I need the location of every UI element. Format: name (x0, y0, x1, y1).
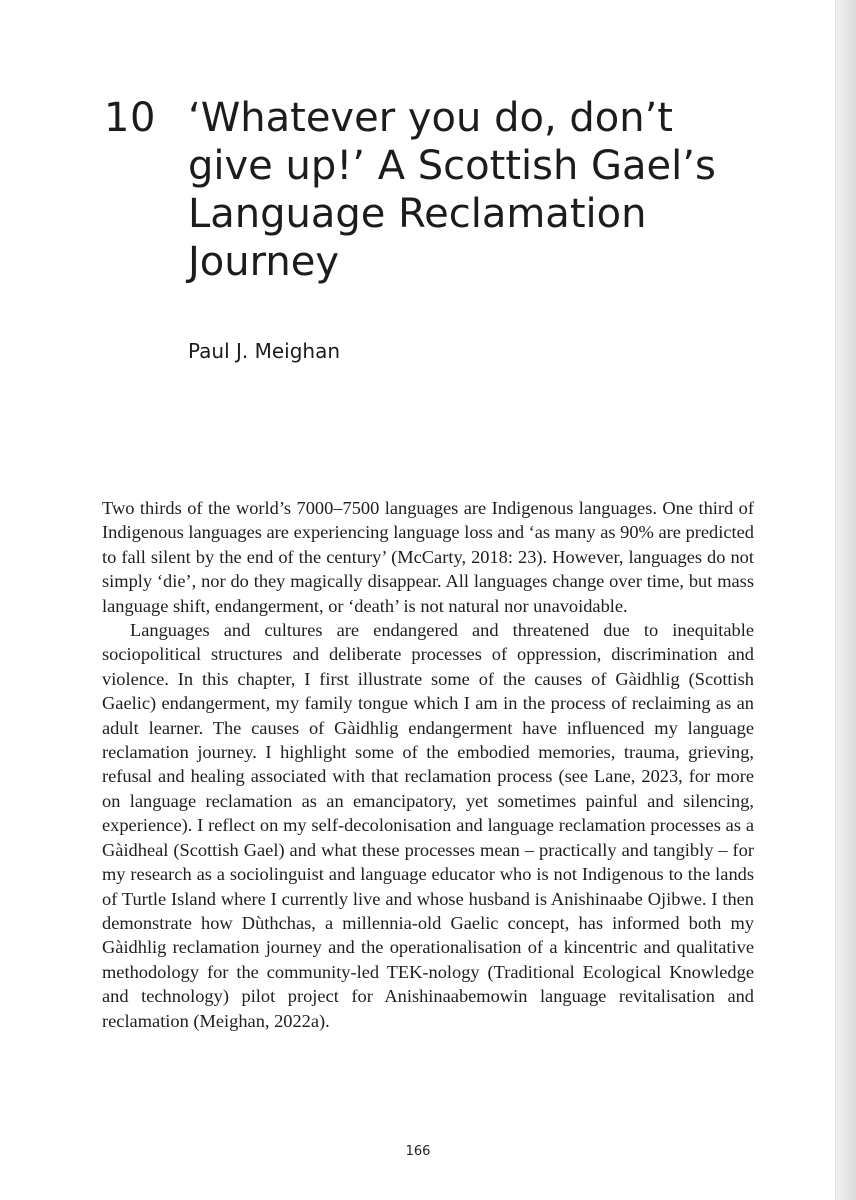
paragraph-2: Languages and cultures are endangered and threatened due to inequitable sociopolitical structures and deliberate processes of oppression, discrimination and violence. In this chapter, I first illustrate some of the causes of Gàidhlig (Scottish Gaelic) endangerment, my family tongue which I am in the process of reclaiming as an adult learner. The causes of Gàidhlig endangerment have influenced my language reclamation journey. I highlight some of the embodied memories, trauma, grieving, refusal and healing associated with that reclamation process (see Lane, 2023, for more on language reclamation as an emancipatory, yet sometimes painful and silencing, experience). I reflect on my self-decolonisation and language reclamation processes as a Gàidheal (Scottish Gael) and what these processes mean – practically and tangibly – for my research as a sociolinguist and language educator who is not Indigenous to the lands of Turtle Island where I currently live and whose husband is Anishinaabe Ojibwe. I then demonstrate how Dùthchas, a millennia-old Gaelic concept, has informed both my Gàidhlig reclamation journey and the operationalisation of a kincentric and qualitative methodology for the community-led TEK-nology (Traditional Ecological Knowledge and technology) pilot project for Anishinaabemowin language revitalisation and reclamation (Meighan, 2022a). (102, 620, 754, 1031)
chapter-title: ‘Whatever you do, don’t give up!’ A Scottish Gael’s Language Reclamation Journey (188, 95, 716, 285)
author-name: Paul J. Meighan (188, 339, 341, 363)
chapter-number: 10 (104, 95, 156, 141)
paragraph-1: Two thirds of the world’s 7000–7500 languages are Indigenous languages. One third of Indigenous languages are experiencing language loss and ‘as many as 90% are predicted to fall silent by the end of the century’ (McCarty, 2018: 23). However, languages do not simply ‘die’, nor do they magically disappear. All languages change over time, but mass language shift, endangerment, or ‘death’ is not natural nor unavoidable. (102, 498, 754, 616)
page-edge-shadow (835, 0, 856, 1200)
body-text (102, 496, 754, 1033)
page-number: 166 (405, 1144, 431, 1159)
